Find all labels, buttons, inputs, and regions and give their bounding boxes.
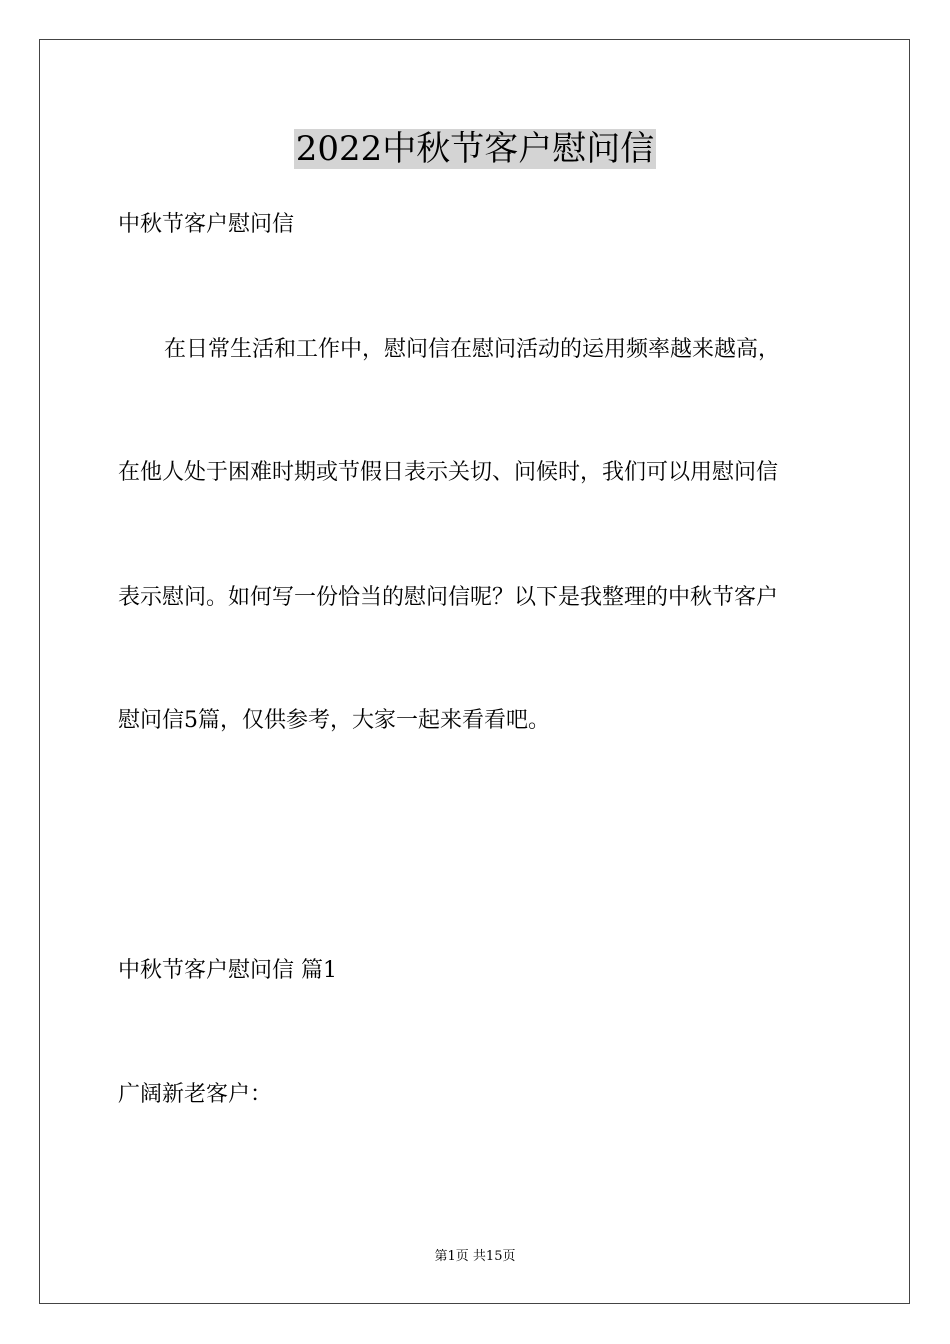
section-heading: 中秋节客户慰问信 篇1 bbox=[118, 958, 337, 983]
document-title bbox=[0, 126, 950, 172]
intro-line-1: 在日常生活和工作中，慰问信在慰问活动的运用频率越来越高， bbox=[164, 337, 781, 362]
document-subtitle: 中秋节客户慰问信 bbox=[118, 212, 295, 237]
page-number-footer: 第1页 共15页 bbox=[434, 1249, 516, 1264]
intro-line-2: 在他人处于困难时期或节假日表示关切、问候时，我们可以用慰问信 bbox=[118, 460, 779, 485]
intro-line-3: 表示慰问。如何写一份恰当的慰问信呢？以下是我整理的中秋节客户 bbox=[118, 585, 779, 610]
document-title-text: 2022中秋节客户慰问信 bbox=[295, 129, 655, 169]
salutation: 广阔新老客户： bbox=[118, 1082, 273, 1107]
intro-line-4: 慰问信5篇，仅供参考，大家一起来看看吧。 bbox=[118, 708, 550, 733]
